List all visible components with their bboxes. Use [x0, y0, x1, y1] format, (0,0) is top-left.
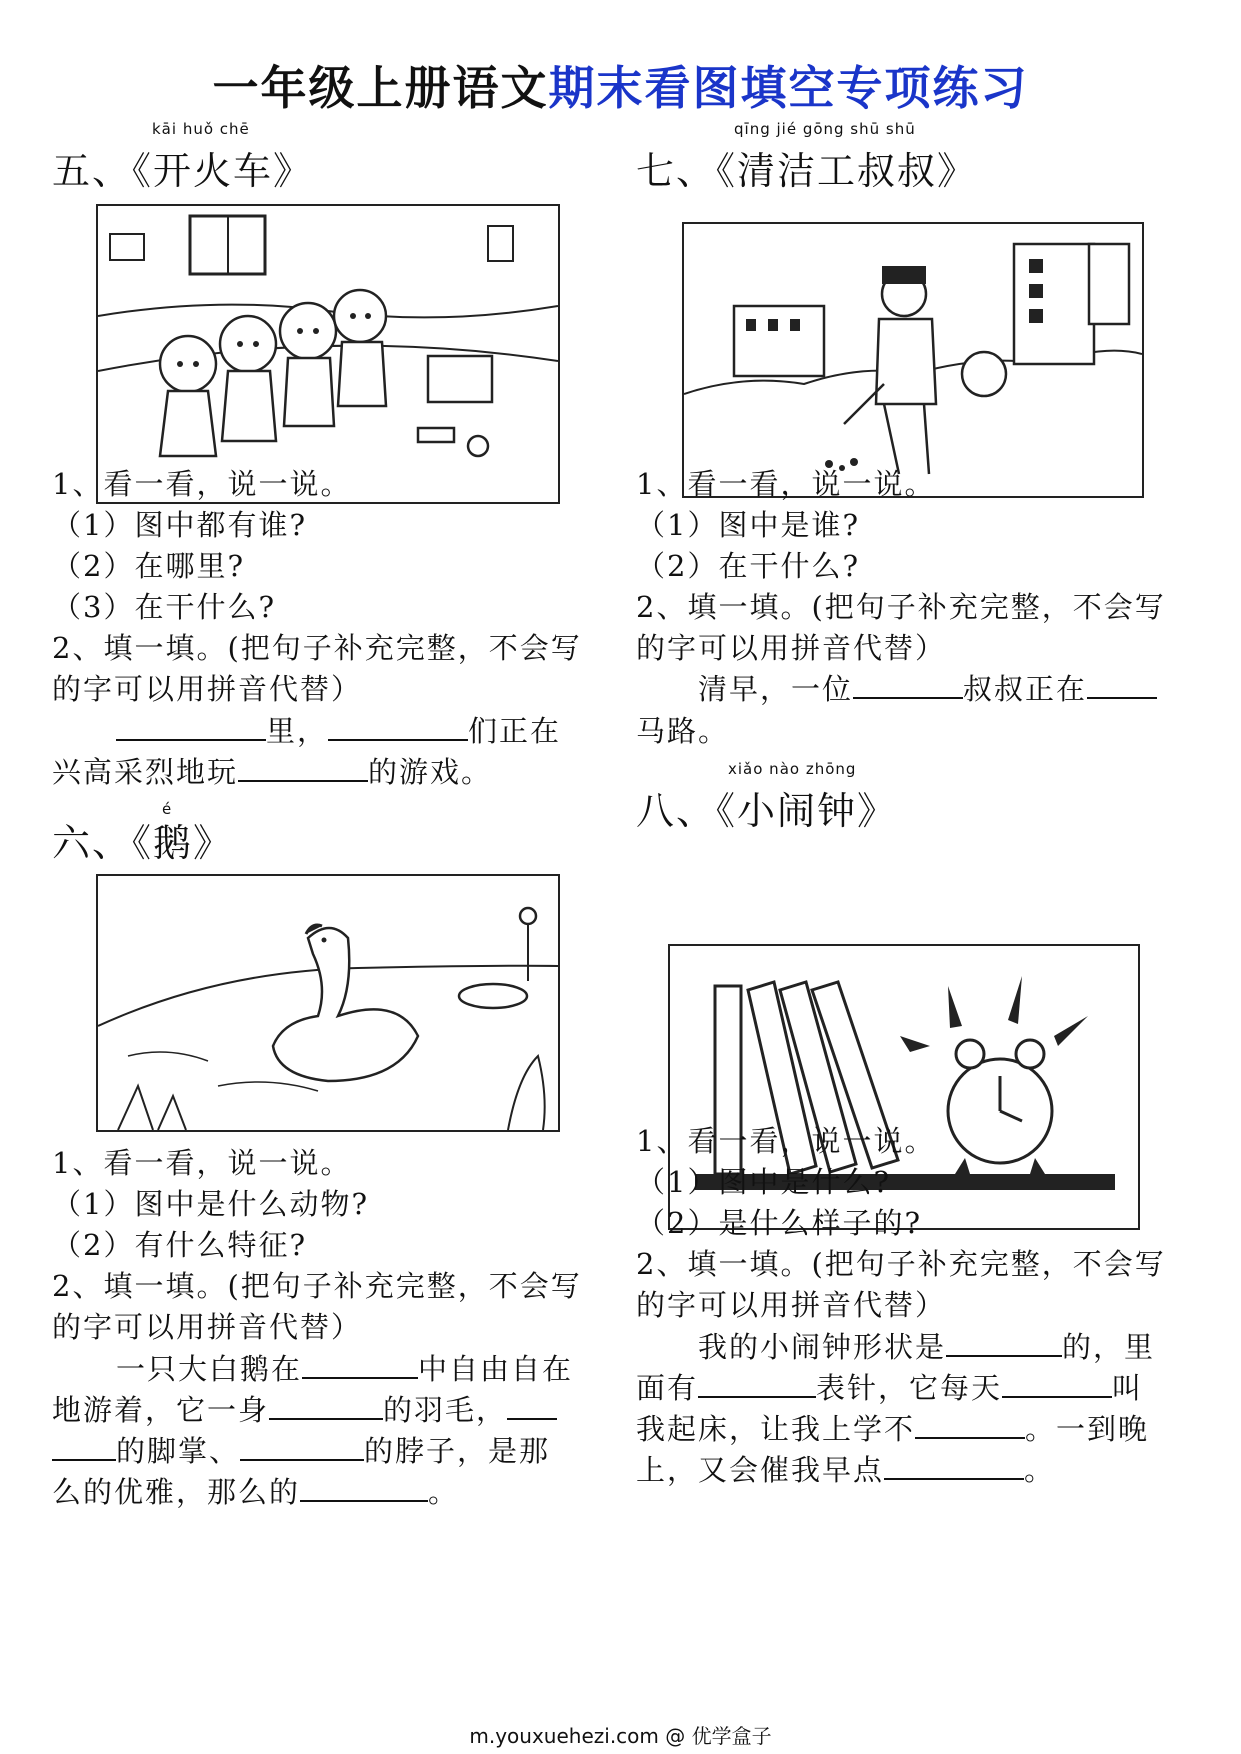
s8-q2a: 2、填一填。(把句子补充完整，不会写 [636, 1247, 1166, 1281]
s8-blank-3[interactable] [1002, 1366, 1112, 1398]
s6-blank-2[interactable] [269, 1388, 383, 1420]
s5-fill-line2 [52, 749, 492, 795]
s6-text: 的脚掌、 [116, 1434, 241, 1468]
s6-blank-5[interactable] [300, 1470, 428, 1502]
s8-text: 上，又会催我早点 [636, 1453, 885, 1487]
s6-q1: 1、看一看，说一说。 [52, 1146, 352, 1180]
s7-pinyin: qīng jié gōng shū shū [734, 120, 916, 138]
s6-text: 中自由自在 [418, 1352, 574, 1386]
s6-title: 六、《鹅》 [52, 821, 234, 865]
s6-blank-1[interactable] [302, 1347, 418, 1379]
s6-text: 么的优雅，那么的 [52, 1475, 301, 1509]
s6-fill-line3 [52, 1428, 550, 1474]
s6-q2a: 2、填一填。(把句子补充完整，不会写 [52, 1269, 582, 1303]
s7-q2a: 2、填一填。(把句子补充完整，不会写 [636, 590, 1166, 624]
s6-text: 地游着，它一身 [52, 1393, 270, 1427]
s6-blank-3b[interactable] [52, 1429, 116, 1461]
s5-q2b: 的字可以用拼音代替） [52, 672, 363, 706]
s6-text: 的羽毛， [383, 1393, 508, 1427]
s7-blank-2[interactable] [1087, 667, 1157, 699]
title-part1: 一年级上册语文 [212, 61, 549, 115]
s5-blank-2[interactable] [328, 709, 468, 741]
s8-blank-5[interactable] [884, 1448, 1024, 1480]
s8-text: 我起床，让我上学不 [636, 1412, 916, 1446]
s7-fill-line2 [636, 708, 729, 754]
s6-fill-line1 [116, 1346, 573, 1392]
s7-blank-1[interactable] [853, 667, 963, 699]
s6-text: 的脖子，是那 [364, 1434, 551, 1468]
s6-text: 一只大白鹅在 [116, 1352, 303, 1386]
s7-title: 七、《清洁工叔叔》 [636, 149, 978, 193]
s8-text: 面有 [636, 1371, 699, 1405]
s8-text: 叫 [1112, 1371, 1144, 1405]
s5-picture-train-game [96, 204, 560, 504]
s5-q1b: （2）在哪里? [52, 549, 245, 583]
s8-pinyin: xiǎo nào zhōng [728, 760, 857, 778]
s7-q2b: 的字可以用拼音代替） [636, 631, 947, 665]
s8-q2b: 的字可以用拼音代替） [636, 1288, 947, 1322]
s6-pinyin: é [162, 800, 173, 818]
s6-blank-4[interactable] [240, 1429, 364, 1461]
s6-fill-line2 [52, 1387, 557, 1433]
s7-text: 叔叔正在 [963, 672, 1088, 706]
s5-q1a: （1）图中都有谁? [52, 508, 307, 542]
s6-q2b: 的字可以用拼音代替） [52, 1310, 363, 1344]
s5-text: 里， [266, 714, 329, 748]
s8-fill-line2 [636, 1365, 1143, 1411]
s8-text: 。 [1024, 1453, 1056, 1487]
s5-q1c: （3）在干什么? [52, 590, 276, 624]
s6-picture-goose [96, 874, 560, 1132]
s5-text: 们正在 [468, 714, 562, 748]
s5-title: 五、《开火车》 [52, 149, 314, 193]
s8-q1: 1、看一看，说一说。 [636, 1124, 936, 1158]
title-part2: 期末看图填空专项练习 [548, 61, 1029, 115]
s5-text: 的游戏。 [368, 755, 493, 789]
s5-blank-1[interactable] [116, 709, 266, 741]
s6-blank-3a[interactable] [507, 1388, 557, 1420]
s5-fill-line1 [116, 708, 561, 754]
s8-q1b: （2）是什么样子的? [636, 1206, 922, 1240]
s5-blank-3[interactable] [238, 750, 368, 782]
s8-fill-line4 [636, 1447, 1055, 1493]
s6-q1a: （1）图中是什么动物? [52, 1187, 369, 1221]
s8-blank-2[interactable] [698, 1366, 816, 1398]
s5-text: 兴高采烈地玩 [52, 755, 239, 789]
s7-q1b: （2）在干什么? [636, 549, 860, 583]
s6-fill-line4 [52, 1469, 459, 1515]
s6-q1b: （2）有什么特征? [52, 1228, 307, 1262]
s8-blank-1[interactable] [946, 1325, 1062, 1357]
s8-text: 的，里 [1062, 1330, 1156, 1364]
s8-text: 我的小闹钟形状是 [698, 1330, 947, 1364]
s5-q1: 1、看一看，说一说。 [52, 467, 352, 501]
s7-text: 马路。 [636, 714, 730, 748]
s8-text: 。一到晚 [1025, 1412, 1150, 1446]
s7-fill-line1 [698, 666, 1157, 712]
s8-text: 表针，它每天 [816, 1371, 1003, 1405]
s8-fill-line3 [636, 1406, 1149, 1452]
s7-q1: 1、看一看，说一说。 [636, 467, 936, 501]
s8-blank-4[interactable] [915, 1407, 1025, 1439]
s8-q1a: （1）图中是什么? [636, 1165, 891, 1199]
s8-fill-line1 [698, 1324, 1155, 1370]
s7-picture-street-cleaner [682, 222, 1144, 498]
s7-q1a: （1）图中是谁? [636, 508, 860, 542]
s5-q2a: 2、填一填。(把句子补充完整，不会写 [52, 631, 582, 665]
page-title [0, 52, 1241, 118]
s5-pinyin: kāi huǒ chē [152, 120, 250, 138]
s7-text: 清早，一位 [698, 672, 854, 706]
footer-watermark: m.youxuehezi.com @ 优学盒子 [469, 1724, 772, 1748]
s8-title: 八、《小闹钟》 [636, 789, 898, 833]
s6-text: 。 [428, 1475, 460, 1509]
